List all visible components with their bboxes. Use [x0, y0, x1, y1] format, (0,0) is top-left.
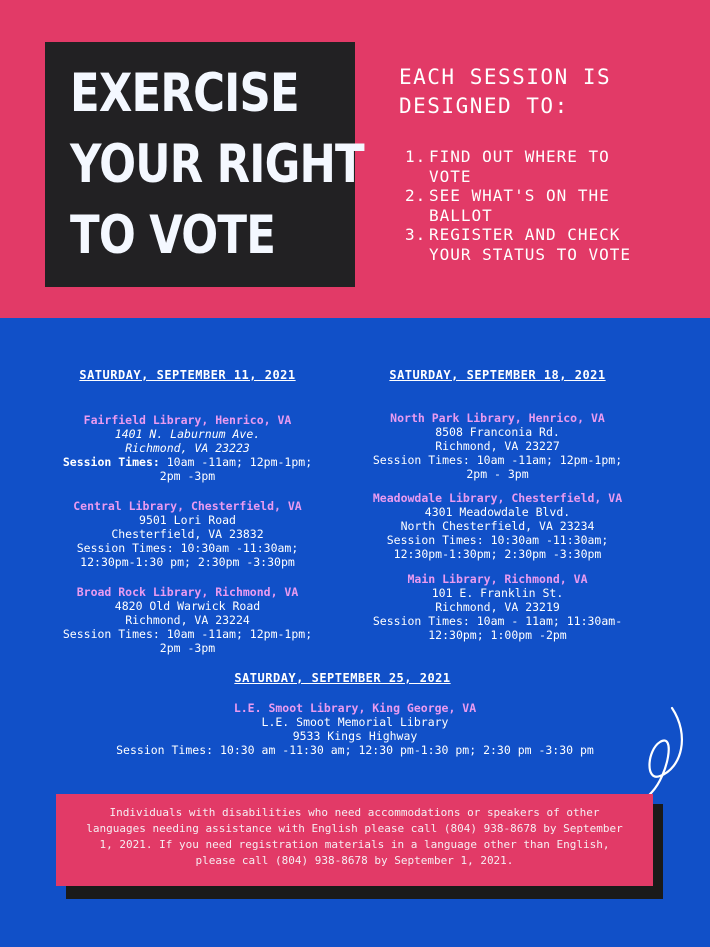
date-heading-sep11: SATURDAY, SEPTEMBER 11, 2021 [79, 368, 296, 382]
session-intro-line: EACH SESSION IS [399, 65, 612, 89]
title-line: EXERCISE [70, 63, 299, 124]
notice-line: languages needing assistance with English please call (804) 938-8678 by September [86, 822, 623, 835]
notice-line: Individuals with disabilities who need accommodations or speakers of other [109, 806, 600, 819]
library-city: Chesterfield, VA 23832 [111, 527, 264, 541]
session-times: 12:30pm; 1:00pm -2pm [428, 628, 567, 642]
library-city: Richmond, VA 23224 [125, 613, 250, 627]
session-times: 2pm -3pm [159, 641, 216, 655]
library-city: 9533 Kings Highway [292, 729, 418, 743]
session-intro-line: DESIGNED TO: [399, 94, 569, 118]
library-name: Central Library, Chesterfield, VA [73, 499, 302, 513]
library-address: 1401 N. Laburnum Ave. [114, 427, 261, 441]
goal-number: 3. [405, 225, 427, 244]
accessibility-notice [64, 805, 645, 869]
library-address: 8508 Franconia Rd. [435, 425, 560, 439]
library-city: Richmond, VA 23219 [435, 600, 560, 614]
title-line: YOUR RIGHT [70, 134, 364, 195]
session-times: 2pm - 3pm [466, 467, 529, 481]
session-times-label: Session Times: [62, 455, 160, 469]
library-name: Meadowdale Library, Chesterfield, VA [372, 491, 623, 505]
title-line: TO VOTE [70, 205, 276, 266]
session-times: 12:30pm-1:30pm; 2:30pm -3:30pm [393, 547, 602, 561]
library-name: North Park Library, Henrico, VA [390, 411, 605, 425]
session-times: 12:30pm-1:30 pm; 2:30pm -3:30pm [80, 555, 295, 569]
library-address: 4301 Meadowdale Blvd. [424, 505, 571, 519]
goal-text: YOUR STATUS TO VOTE [429, 244, 632, 264]
library-name: Broad Rock Library, Richmond, VA [76, 585, 299, 599]
goal-number: 1. [405, 147, 427, 166]
library-address: L.E. Smoot Memorial Library [261, 715, 449, 729]
session-times: Session Times: 10:30am -11:30am; [76, 541, 299, 555]
session-times: Session Times: 10am - 11am; 11:30am- [372, 614, 623, 628]
session-times: Session Times: 10:30 am -11:30 am; 12:30 pm-1:30 pm; 2:30 pm -3:30 pm [116, 743, 594, 757]
goal-text: BALLOT [429, 205, 493, 225]
library-address: 9501 Lori Road [139, 513, 236, 527]
library-address: 4820 Old Warwick Road [114, 599, 261, 613]
session-times: 2pm -3pm [159, 469, 216, 483]
session-times-text: 10am -11am; 12pm-1pm; [159, 455, 313, 469]
session-times: Session Times: 10am -11am; 12pm-1pm; [62, 627, 313, 641]
date-heading-sep25: SATURDAY, SEPTEMBER 25, 2021 [234, 671, 451, 685]
session-times: Session Times: 10:30am -11:30am; [386, 533, 609, 547]
notice-line: 1, 2021. If you need registration materials in a language other than English, [99, 838, 610, 851]
goal-number: 2. [405, 186, 427, 205]
date-heading-sep18: SATURDAY, SEPTEMBER 18, 2021 [389, 368, 606, 382]
goal-text: VOTE [429, 166, 472, 186]
goal-text: SEE WHAT'S ON THE [429, 186, 610, 205]
notice-line: please call (804) 938-8678 by September 1, 2021. [195, 854, 514, 867]
session-times: Session Times: 10am -11am; 12pm-1pm; [372, 453, 623, 467]
goal-text: FIND OUT WHERE TO [429, 147, 610, 166]
library-city: Richmond, VA 23223 [125, 441, 250, 455]
library-name: Fairfield Library, Henrico, VA [83, 413, 292, 427]
library-address: 101 E. Franklin St. [431, 586, 564, 600]
library-name: Main Library, Richmond, VA [407, 572, 588, 586]
goal-text: REGISTER AND CHECK [429, 225, 621, 244]
library-city: North Chesterfield, VA 23234 [400, 519, 595, 533]
library-city: Richmond, VA 23227 [435, 439, 560, 453]
library-name: L.E. Smoot Library, King George, VA [233, 701, 477, 715]
